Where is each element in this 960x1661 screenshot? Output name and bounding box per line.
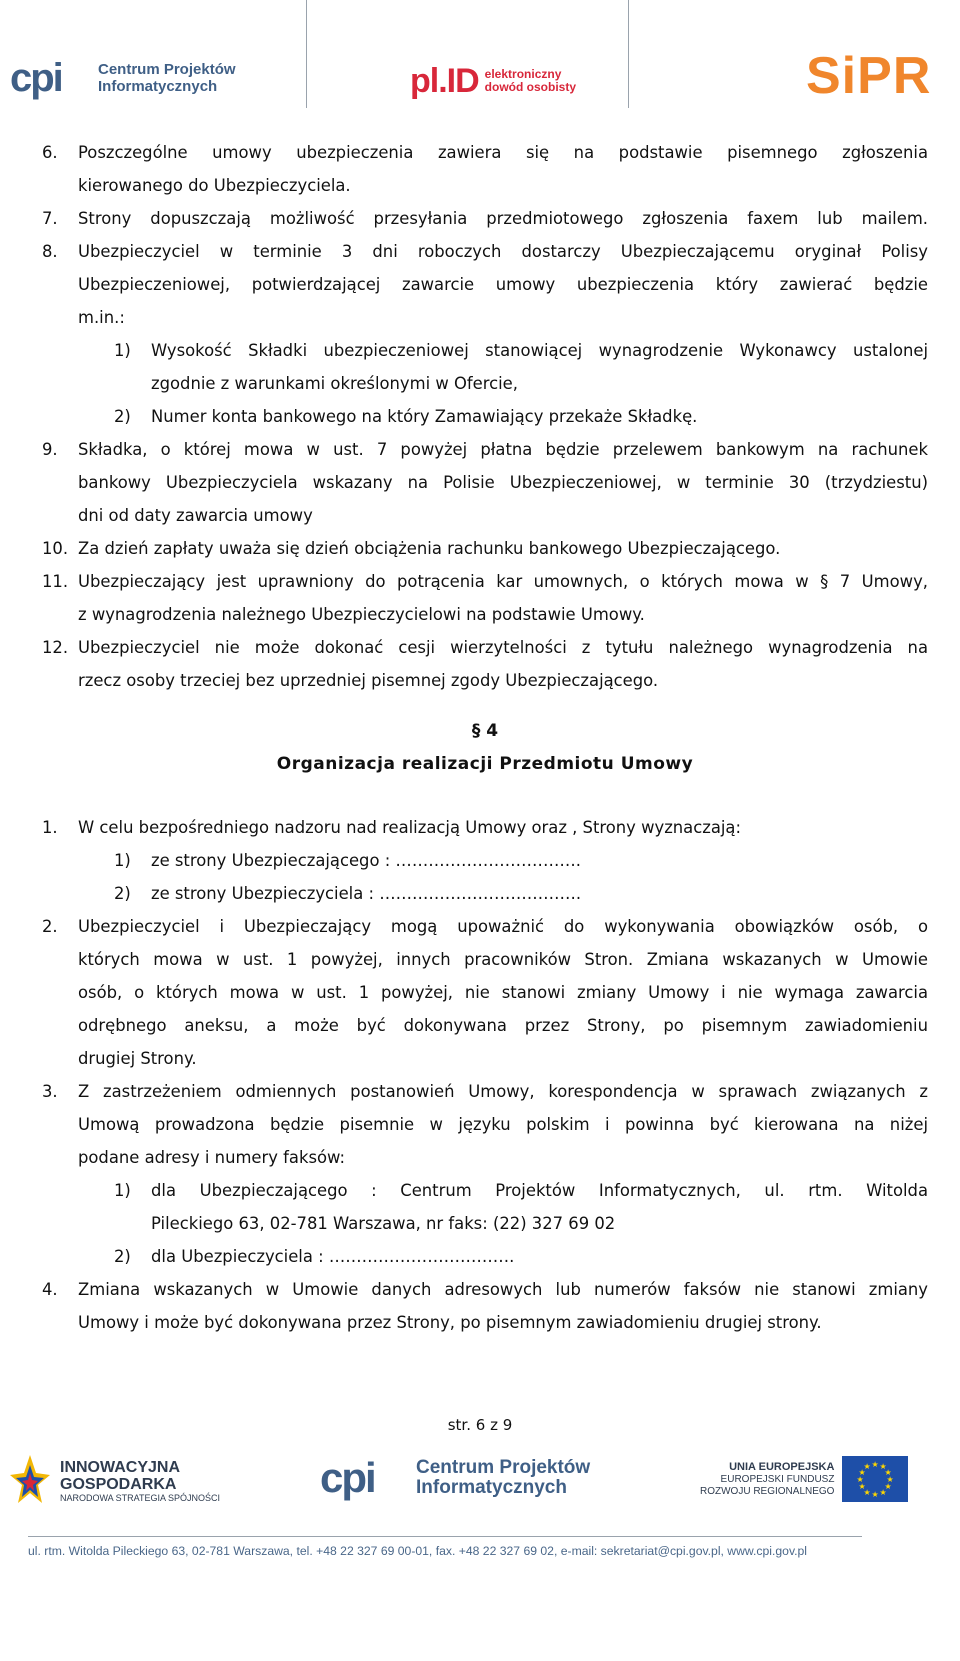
- plid-logo: [410, 58, 630, 104]
- eu-logo-line1: UNIA EUROPEJSKA: [729, 1460, 835, 1473]
- cpi-logo: [10, 52, 270, 104]
- page-footer: [0, 1440, 960, 1661]
- footer-address: ul. rtm. Witolda Pileckiego 63, 02-781 Warszawa, tel. +48 22 327 69 00-01, fax. +48 22 327 69 02, e-mail: sekretariat@cpi.gov.pl, www.cpi.gov.pl: [28, 1544, 808, 1558]
- sublist-item: 2) ze strony Ubezpieczyciela : ……………………………….: [114, 884, 582, 903]
- sublist-item-continuation: Pileckiego 63, 02-781 Warszawa, nr faks: (22) 327 69 02: [151, 1214, 616, 1233]
- plid-logo-mark: pl.ID: [410, 61, 479, 100]
- footer-cpi-logo: [320, 1452, 620, 1504]
- plid-logo-line1: elektroniczny: [484, 67, 562, 81]
- list-item: 8. Ubezpieczyciel w terminie 3 dni roboczych dostarczy Ubezpieczającemu oryginał Polisy: [42, 242, 928, 261]
- list-item: 7. Strony dopuszczają możliwość przesyłania przedmiotowego zgłoszenia faxem lub mailem.: [42, 209, 928, 228]
- list-item-continuation: Umową prowadzona będzie pisemnie w języku polskim i powinna być kierowana na niżej: [78, 1115, 928, 1134]
- section-number: § 4: [471, 721, 499, 741]
- cpi-logo-mark: cpi: [10, 55, 62, 100]
- list-item: 4. Zmiana wskazanych w Umowie danych adresowych lub numerów faksów nie stanowi zmiany: [42, 1280, 928, 1299]
- ig-logo-line2: GOSPODARKA: [60, 1476, 177, 1493]
- list-item-continuation: m.in.:: [78, 308, 125, 327]
- footer-divider: [28, 1536, 862, 1537]
- ig-star-icon: [10, 1453, 50, 1509]
- list-item-continuation: Ubezpieczeniowej, potwierdzającej zawarcie umowy ubezpieczenia który zawierać będzie: [78, 275, 928, 294]
- eu-flag-icon: ★ ★ ★ ★ ★ ★ ★ ★ ★ ★ ★ ★: [842, 1456, 908, 1502]
- footer-cpi-line1: Centrum Projektów: [416, 1457, 591, 1478]
- footer-cpi-line2: Informatycznych: [416, 1477, 567, 1498]
- cpi-logo-line1: Centrum Projektów: [98, 61, 236, 78]
- plid-logo-line2: dowód osobisty: [484, 80, 577, 94]
- list-item: 12. Ubezpieczyciel nie może dokonać cesji wierzytelności z tytułu należnego wynagrodzenia na: [42, 638, 928, 657]
- cpi-logo-line2: Informatycznych: [98, 78, 218, 95]
- sublist-item: 1) dla Ubezpieczającego : Centrum Projektów Informatycznych, ul. rtm. Witolda: [114, 1181, 928, 1200]
- list-item-continuation: bankowy Ubezpieczyciela wskazany na Polisie Ubezpieczeniowej, w terminie 30 (trzydziestu): [78, 473, 928, 492]
- list-item-continuation: których mowa w ust. 1 powyżej, innych pracowników Stron. Zmiana wskazanych w Umowie: [78, 950, 928, 969]
- spacer: [42, 781, 928, 811]
- ig-logo-line1: INNOWACYJNA: [60, 1459, 181, 1476]
- list-item-continuation: odrębnego aneksu, a może być dokonywana przez Strony, po pisemnym zawiadomieniu: [78, 1016, 928, 1035]
- sublist-item-continuation: zgodnie z warunkami określonymi w Ofercie,: [151, 374, 518, 393]
- sublist-item: 2) dla Ubezpieczyciela : …………………………….: [114, 1247, 515, 1266]
- eu-logo-line3: ROZWOJU REGIONALNEGO: [700, 1485, 835, 1497]
- list-item: 1. W celu bezpośredniego nadzoru nad realizacją Umowy oraz , Strony wyznaczają:: [42, 818, 742, 837]
- list-item-continuation: podane adresy i numery faksów:: [78, 1148, 346, 1167]
- document-body: [42, 136, 928, 1339]
- eu-logo-line2: EUROPEJSKI FUNDUSZ: [720, 1473, 835, 1485]
- list-item-continuation: Umowy i może być dokonywana przez Strony, po pisemnym zawiadomieniu drugiej strony.: [78, 1313, 822, 1332]
- list-item-continuation: z wynagrodzenia należnego Ubezpieczycielowi na podstawie Umowy.: [78, 605, 645, 624]
- list-item: 10. Za dzień zapłaty uważa się dzień obciążenia rachunku bankowego Ubezpieczającego.: [42, 539, 781, 558]
- sublist-item: 1) Wysokość Składki ubezpieczeniowej stanowiącej wynagrodzenie Wykonawcy ustalonej: [114, 341, 928, 360]
- list-item: 6. Poszczególne umowy ubezpieczenia zawiera się na podstawie pisemnego zgłoszenia: [42, 143, 928, 162]
- list-item: 2. Ubezpieczyciel i Ubezpieczający mogą upoważnić do wykonywania obowiązków osób, o: [42, 917, 928, 936]
- list-item: 3. Z zastrzeżeniem odmiennych postanowień Umowy, korespondencja w sprawach związanych z: [42, 1082, 928, 1101]
- list-item-continuation: kierowanego do Ubezpieczyciela.: [78, 176, 351, 195]
- ig-logo-line3: NARODOWA STRATEGIA SPÓJNOŚCI: [60, 1493, 221, 1503]
- list-item-continuation: drugiej Strony.: [78, 1049, 197, 1068]
- sublist-item: 1) ze strony Ubezpieczającego : …………………………….: [114, 851, 581, 870]
- sublist-item: 2) Numer konta bankowego na który Zamawiający przekaże Składkę.: [114, 407, 698, 426]
- list-item-continuation: rzecz osoby trzeciej bez uprzedniej pisemnej zgody Ubezpieczającego.: [78, 671, 659, 690]
- footer-cpi-mark: cpi: [320, 1454, 375, 1501]
- eu-logo: [700, 1454, 940, 1504]
- page-number: str. 6 z 9: [447, 1416, 513, 1434]
- spacer: [42, 697, 928, 715]
- innowacyjna-gospodarka-logo: [10, 1450, 230, 1512]
- header-divider: [306, 0, 307, 108]
- sipr-logo: SiPR: [806, 47, 932, 105]
- page-header: [0, 0, 960, 112]
- list-item-continuation: osób, o których mowa w ust. 1 powyżej, nie stanowi zmiany Umowy i nie wymaga zawarcia: [78, 983, 928, 1002]
- list-item-continuation: dni od daty zawarcia umowy: [78, 506, 313, 525]
- list-item: 11. Ubezpieczający jest uprawniony do potrącenia kar umownych, o których mowa w § 7 Umowy,: [42, 572, 928, 591]
- list-item: 9. Składka, o której mowa w ust. 7 powyżej płatna będzie przelewem bankowym na rachunek: [42, 440, 928, 459]
- section-title: Organizacja realizacji Przedmiotu Umowy: [276, 754, 694, 774]
